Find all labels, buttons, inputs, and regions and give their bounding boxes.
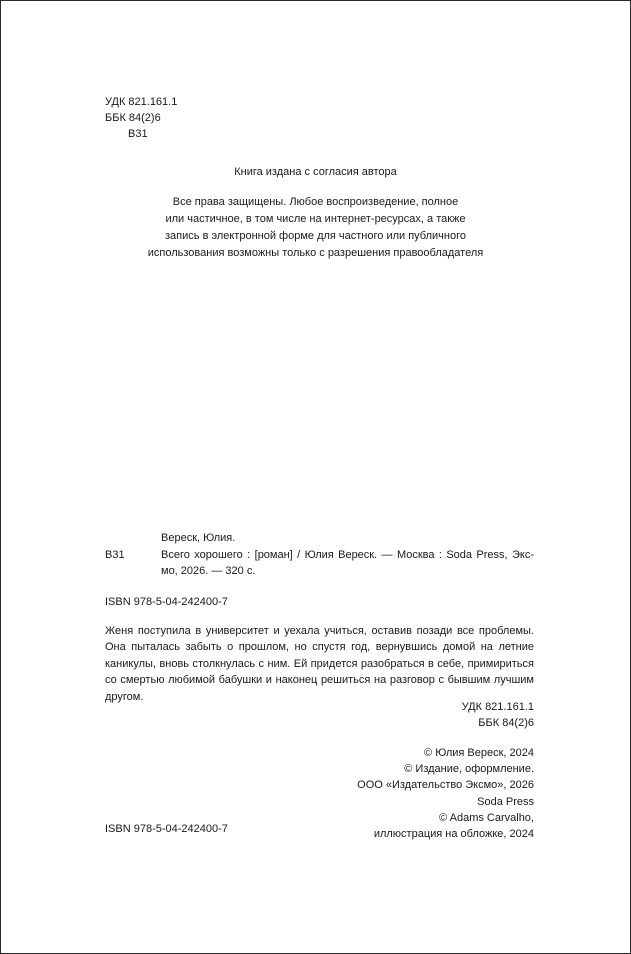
copyright-line: © Издание, оформление. <box>404 763 534 776</box>
isbn-bottom: ISBN 978-5-04-242400-7 <box>105 823 228 835</box>
catalog-mark: В31 <box>105 549 125 561</box>
rights-notice <box>1 194 630 262</box>
catalog-description: Всего хорошего : [роман] / Юлия Вереск. — Москва : Soda Press, Экс-мо, 2026. — 320 с. <box>161 549 534 578</box>
bbk-code-bottom: ББК 84(2)6 <box>478 717 534 730</box>
bottom-codes <box>462 699 534 731</box>
bbk-code: ББК 84(2)6 <box>105 112 161 124</box>
copyright-line: © Юлия Вереск, 2024 <box>424 747 534 759</box>
catalog-author: Вереск, Юлия. <box>161 532 236 544</box>
annotation: Женя поступила в университет и уехала учиться, оставив позади все проблемы. Она пыталась забыть о прошлом, но спустя год, вернувшись домой на летние каникулы, вновь столкнулась с ним. Ей придется разобраться в себе, примириться со смертью любимой бабушки и наконец решиться на разговор с бывшим лучшим другом. <box>105 625 534 703</box>
copyright-block <box>357 745 534 842</box>
rights-line: Все права защищены. Любое воспроизведение, полное <box>172 196 459 208</box>
copyright-line: ООО «Издательство Эксмо», 2026 <box>357 779 534 792</box>
copyright-line: © Adams Carvalho, <box>439 811 534 824</box>
rights-line: или частичное, в том числе на интернет-ресурсах, а также <box>165 213 466 225</box>
permission-note: Книга издана с согласия автора <box>234 166 397 178</box>
isbn-top: ISBN 978-5-04-242400-7 <box>105 596 228 608</box>
udk-code: УДК 821.161.1 <box>105 96 178 108</box>
copyright-line: Soda Press <box>477 795 534 808</box>
rights-line: запись в электронной форме для частного или публичного <box>165 230 466 242</box>
rights-line: использования возможны только с разрешения правообладателя <box>147 247 484 259</box>
author-mark: В31 <box>128 128 148 140</box>
udk-code-bottom: УДК 821.161.1 <box>461 701 534 713</box>
copyright-line: иллюстрация на обложке, 2024 <box>373 828 534 841</box>
